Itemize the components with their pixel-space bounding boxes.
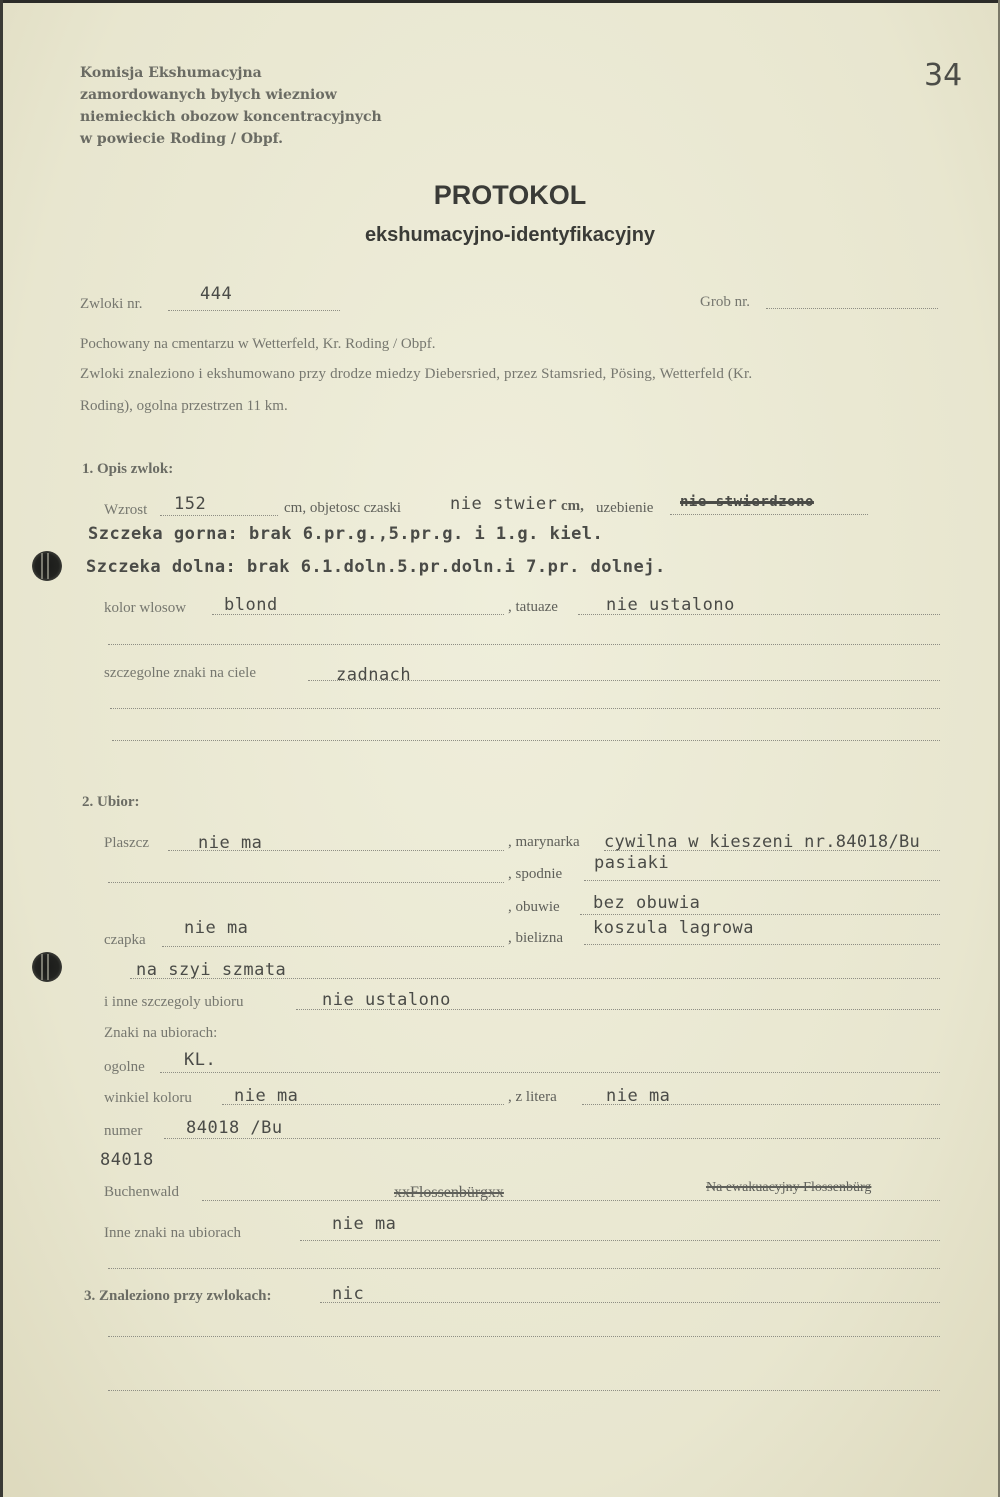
height-label: Wzrost [104,502,148,518]
letter-label: , z litera [508,1089,557,1105]
section-3-value: nic [332,1284,365,1304]
teeth-value-struck: nie stwierdzono [680,494,814,510]
other-clothing-label: i inne szczegoly ubioru [104,994,244,1010]
trousers-value: pasiaki [594,853,670,873]
burial-line-2: Zwloki znaleziono i ekshumowano przy drodze miedzy Diebersried, przez Stamsried, Pösing, Wetterfeld (Kr. [80,366,753,382]
underwear-label: , bielizna [508,930,563,946]
commission-line-2: zamordowanych bylych wiezniow [80,87,337,103]
commission-line-3: niemieckich obozow koncentracyjnych [80,109,382,125]
hair-color-value: blond [224,595,278,615]
number-extra-value: 84018 [100,1150,154,1170]
section-1-heading: 1. Opis zwlok: [82,461,174,477]
height-value: 152 [174,494,207,514]
commission-line-1: Komisja Ekshumacyjna [80,65,262,81]
underwear-value: koszula lagrowa [593,918,755,938]
number-value: 84018 /Bu [186,1118,283,1138]
hair-color-label: kolor wlosow [104,600,187,616]
skull-value: nie stwier [450,494,558,514]
tattoo-label: , tatuaze [508,599,558,615]
neck-value: na szyi szmata [136,960,287,980]
teeth-label: uzebienie [596,500,654,516]
triangle-color-label: winkiel koloru [104,1090,192,1106]
camp-label: Buchenwald [104,1184,179,1200]
scan-edge-top [0,0,1000,3]
height-unit-label: cm, objetosc czaski [284,500,402,516]
burial-line-1: Pochowany na cmentarzu w Wetterfeld, Kr. Roding / Obpf. [80,336,436,352]
corpse-number-label: Zwloki nr. [80,296,143,312]
other-marks-value: nie ma [332,1214,397,1234]
general-marks-value: KL. [184,1050,217,1070]
commission-line-4: w powiecie Roding / Obpf. [80,131,284,147]
trousers-label: , spodnie [508,866,563,882]
number-label: numer [104,1123,143,1139]
shoes-value: bez obuwia [593,893,701,913]
shoes-label: , obuwie [508,899,560,915]
cap-value: nie ma [184,918,249,938]
upper-jaw-text: Szczeka gorna: brak 6.pr.g.,5.pr.g. i 1.g. kiel. [88,524,604,544]
jacket-value: cywilna w kieszeni nr.84018/Bu [604,832,921,852]
other-marks-label: Inne znaki na ubiorach [104,1225,242,1241]
grave-number-label: Grob nr. [700,294,750,310]
skull-suffix: cm, [561,498,584,514]
camp-value-struck: xxFlossenbürgxx [394,1184,504,1201]
page-number: 34 [924,58,963,93]
body-marks-value: zadnach [336,665,412,685]
coat-value: nie ma [198,833,263,853]
burial-line-3: Roding), ogolna przestrzen 11 km. [80,398,288,414]
coat-label: Plaszcz [104,835,149,851]
triangle-color-value: nie ma [234,1086,299,1106]
body-marks-label: szczegolne znaki na ciele [104,665,256,681]
general-marks-label: ogolne [104,1059,145,1075]
page-subtitle: ekshumacyjno-identyfikacyjny [364,224,656,246]
corpse-number-value: 444 [200,284,233,304]
binder-hole-icon [32,952,62,982]
page-title: PROTOKOL [433,180,587,210]
camp-value-right: Na ewakuacyjny Flossenbürg [706,1180,872,1195]
letter-value: nie ma [606,1086,671,1106]
section-3-heading: 3. Znaleziono przy zwlokach: [84,1288,272,1304]
section-2-heading: 2. Ubior: [82,794,140,810]
tattoo-value: nie ustalono [606,595,735,615]
commission-header [80,62,382,150]
other-clothing-value: nie ustalono [322,990,451,1010]
lower-jaw-text: Szczeka dolna: brak 6.1.doln.5.pr.doln.i 7.pr. dolnej. [86,557,666,577]
binder-hole-icon [32,551,62,581]
clothing-marks-heading: Znaki na ubiorach: [104,1025,218,1041]
cap-label: czapka [104,932,146,948]
jacket-label: , marynarka [508,834,580,850]
